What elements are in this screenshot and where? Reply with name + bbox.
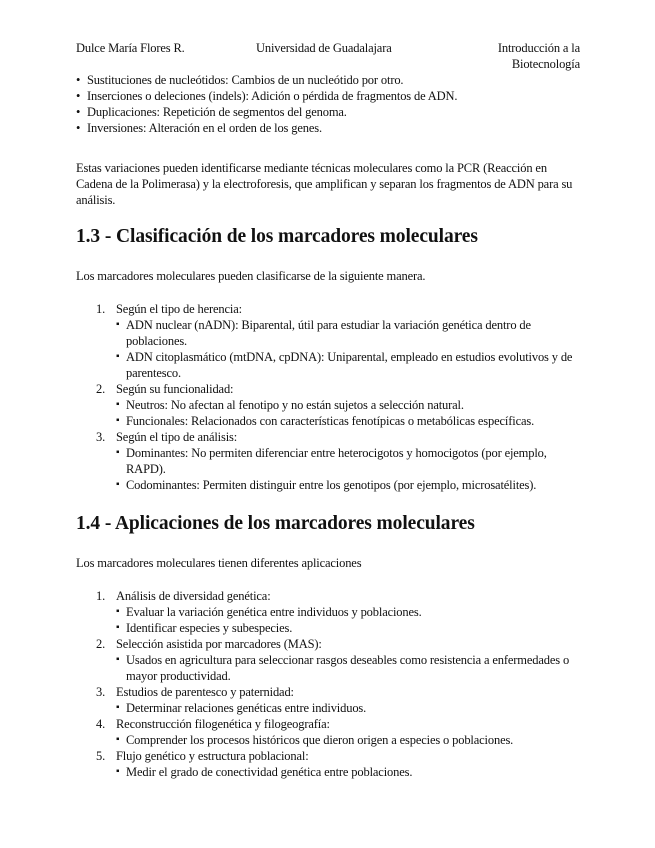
section-heading-1-3: 1.3 - Clasificación de los marcadores moleculares [76, 226, 478, 247]
list-item: • Duplicaciones: Repetición de segmentos del genoma. [76, 105, 347, 119]
section-1-4-intro: Los marcadores moleculares tienen diferentes aplicaciones [76, 556, 362, 570]
section-1-3-intro: Los marcadores moleculares pueden clasificarse de la siguiente manera. [76, 269, 426, 283]
list-item: ▪ Medir el grado de conectividad genética entre poblaciones. [116, 765, 413, 779]
header-author: Dulce María Flores R. [76, 41, 185, 55]
list-item: 2. Según su funcionalidad: ▪ Neutros: No afectan al fenotipo y no están sujetos a selección natural. ▪ Funcionales: Relacionados con características fenotípicas o metabólicas específicas. [76, 381, 580, 429]
header-course-line2: Biotecnología [511, 57, 580, 71]
paragraph-techniques: Estas variaciones pueden identificarse mediante técnicas moleculares como la PCR (Reacción en Cadena de la Polimerasa) y la electroforesis, que amplifican y separan los fragmentos de ADN para su análisis. [76, 161, 573, 207]
list-item: 3. Estudios de parentesco y paternidad: ▪ Determinar relaciones genéticas entre individuos. [76, 684, 580, 716]
list-item: 3. Según el tipo de análisis: ▪ Dominantes: No permiten diferenciar entre heterocigotos y homocigotos (por ejemplo, RAPD). ▪ Codominantes: Permiten distinguir entre los genotipos (por ejemplo, microsatélites). [76, 429, 580, 493]
list-item: • Inserciones o deleciones (indels): Adición o pérdida de fragmentos de ADN. [76, 89, 458, 103]
list-item: 2. Selección asistida por marcadores (MAS): ▪ Usados en agricultura para seleccionar rasgos deseables como resistencia a enfermedades o mayor productividad. [76, 636, 580, 684]
list-item: ▪ Codominantes: Permiten distinguir entre los genotipos (por ejemplo, microsatélites). [116, 478, 537, 492]
list-item: ▪ ADN nuclear (nADN): Biparental, útil para estudiar la variación genética dentro de poblaciones. [116, 318, 531, 348]
list-item: ▪ Dominantes: No permiten diferenciar entre heterocigotos y homocigotos (por ejemplo, RAPD). [116, 446, 547, 476]
list-item: ▪ Usados en agricultura para seleccionar rasgos deseables como resistencia a enfermedades o mayor productividad. [116, 653, 570, 683]
list-item: ▪ Determinar relaciones genéticas entre individuos. [116, 701, 367, 715]
list-item: 5. Flujo genético y estructura poblacional: ▪ Medir el grado de conectividad genética entre poblaciones. [76, 748, 580, 780]
variation-list [76, 72, 580, 136]
list-item: • Sustituciones de nucleótidos: Cambios de un nucleótido por otro. [76, 73, 404, 87]
header-course-line1: Introducción a la [497, 41, 580, 55]
list-item: ▪ Evaluar la variación genética entre individuos y poblaciones. [116, 605, 422, 619]
header-university: Universidad de Guadalajara [256, 41, 392, 55]
list-item: ▪ Neutros: No afectan al fenotipo y no están sujetos a selección natural. [116, 398, 464, 412]
list-item: 4. Reconstrucción filogenética y filogeografía: ▪ Comprender los procesos históricos que dieron origen a especies o poblaciones. [76, 716, 580, 748]
page-header [76, 0, 580, 72]
header-course [470, 40, 580, 72]
list-item: ▪ Identificar especies y subespecies. [116, 621, 293, 635]
list-item: ▪ Funcionales: Relacionados con características fenotípicas o metabólicas específicas. [116, 414, 535, 428]
list-item: 1. Análisis de diversidad genética: ▪ Evaluar la variación genética entre individuos y poblaciones. ▪ Identificar especies y subespecies. [76, 588, 580, 636]
section-heading-1-4: 1.4 - Aplicaciones de los marcadores moleculares [76, 513, 475, 534]
list-item: 1. Según el tipo de herencia: ▪ ADN nuclear (nADN): Biparental, útil para estudiar la variación genética dentro de poblaciones. ▪ ADN citoplasmático (mtDNA, cpDNA): Uniparental, empleado en estudios evolutivos y de parentesco. [76, 301, 580, 381]
classification-list [76, 301, 580, 493]
list-item: ▪ ADN citoplasmático (mtDNA, cpDNA): Uniparental, empleado en estudios evolutivos y de parentesco. [116, 350, 573, 380]
applications-list [76, 588, 580, 780]
document-page [76, 0, 580, 780]
list-item: ▪ Comprender los procesos históricos que dieron origen a especies o poblaciones. [116, 733, 514, 747]
list-item: • Inversiones: Alteración en el orden de los genes. [76, 121, 322, 135]
